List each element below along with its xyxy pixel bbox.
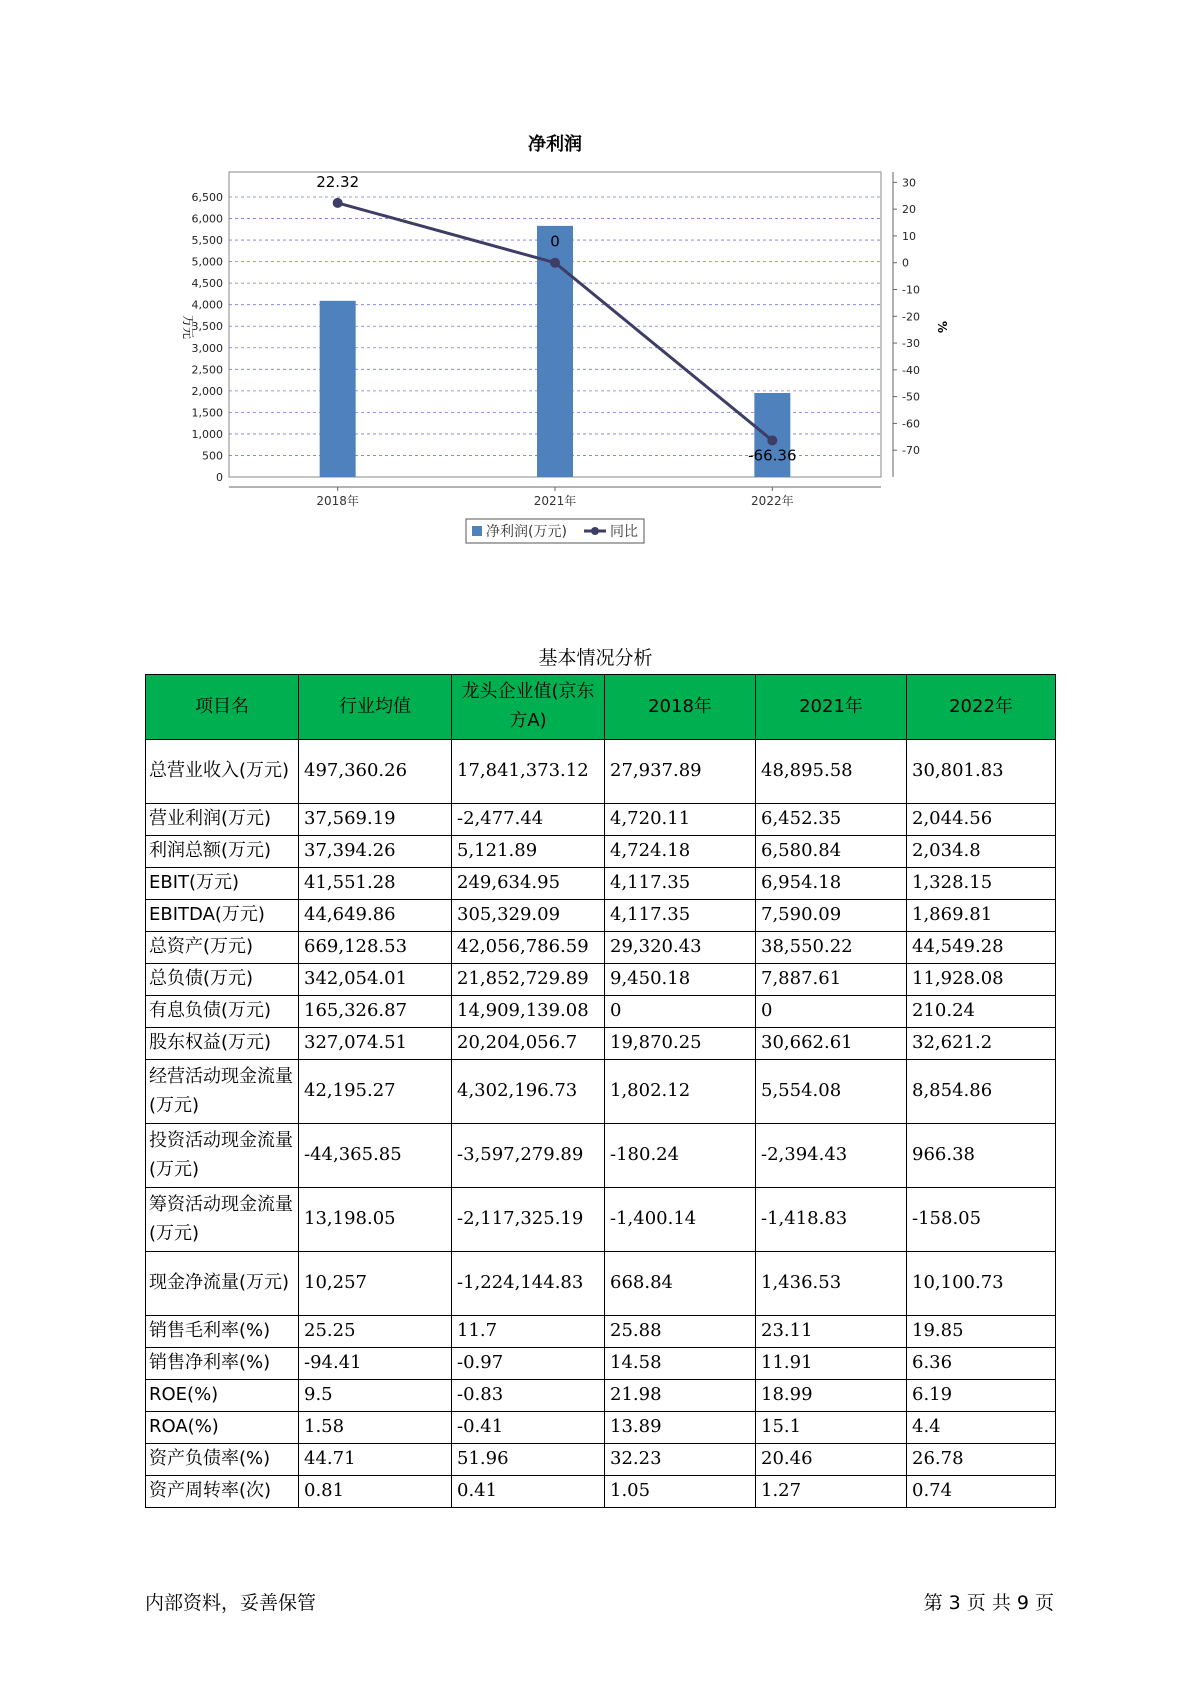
value-cell: -1,400.14 (605, 1188, 756, 1252)
legend-bar-label: 净利润(万元) (486, 524, 567, 540)
value-cell: 6,452.35 (756, 804, 907, 836)
value-cell: 13.89 (605, 1412, 756, 1444)
value-cell: -0.83 (452, 1380, 605, 1412)
value-cell: 165,326.87 (299, 996, 452, 1028)
row-label-cell: 经营活动现金流量(万元) (146, 1060, 299, 1124)
value-cell: -94.41 (299, 1348, 452, 1380)
value-cell: 966.38 (907, 1124, 1056, 1188)
x-tick-label: 2018年 (316, 494, 359, 508)
y-right-tick-label: -20 (902, 310, 920, 324)
value-cell: 37,569.19 (299, 804, 452, 836)
value-cell: 4,724.18 (605, 836, 756, 868)
table-row (146, 804, 1056, 836)
y-tick-label: 6,500 (191, 191, 223, 204)
row-label-cell: 总资产(万元) (146, 932, 299, 964)
table-row (146, 1412, 1056, 1444)
row-label-cell: 有息负债(万元) (146, 996, 299, 1028)
x-tick-label: 2021年 (533, 494, 577, 508)
value-cell: 37,394.26 (299, 836, 452, 868)
value-cell: -0.97 (452, 1348, 605, 1380)
value-cell: 48,895.58 (756, 740, 907, 804)
row-label-cell: ROA(%) (146, 1412, 299, 1444)
y-right-tick-label: 30 (902, 176, 916, 190)
data-label-yoy: -66.36 (748, 446, 797, 465)
table-header-cell: 2022年 (907, 675, 1056, 740)
value-cell: 19,870.25 (605, 1028, 756, 1060)
point-yoy (767, 435, 777, 445)
y-right-tick-label: -60 (902, 417, 920, 431)
y-right-tick-label: -30 (902, 337, 920, 351)
y-tick-label: 2,500 (191, 363, 223, 377)
value-cell: 4,720.11 (605, 804, 756, 836)
y-right-tick-label: 10 (902, 229, 916, 243)
value-cell: 14,909,139.08 (452, 996, 605, 1028)
value-cell: -180.24 (605, 1124, 756, 1188)
row-label-cell: 资产周转率(次) (146, 1476, 299, 1508)
value-cell: 0.81 (299, 1476, 452, 1508)
y-right-tick-label: -40 (902, 363, 920, 377)
value-cell: 44.71 (299, 1444, 452, 1476)
value-cell: -1,418.83 (756, 1188, 907, 1252)
y-tick-label: 1,000 (191, 427, 223, 441)
value-cell: 42,056,786.59 (452, 932, 605, 964)
value-cell: 9.5 (299, 1380, 452, 1412)
data-label-yoy: 22.32 (316, 172, 360, 191)
table-header-row (146, 675, 1056, 740)
table-body (146, 740, 1056, 1508)
y-right-tick-label: -10 (902, 283, 920, 297)
y-right-axis-label: % (935, 320, 949, 334)
value-cell: 1,802.12 (605, 1060, 756, 1124)
value-cell: 10,100.73 (907, 1252, 1056, 1316)
value-cell: 42,195.27 (299, 1060, 452, 1124)
value-cell: 11,928.08 (907, 964, 1056, 996)
table-header-cell: 项目名 (146, 675, 299, 740)
value-cell: 44,549.28 (907, 932, 1056, 964)
row-label-cell: EBIT(万元) (146, 868, 299, 900)
value-cell: 1.05 (605, 1476, 756, 1508)
value-cell: -158.05 (907, 1188, 1056, 1252)
value-cell: 13,198.05 (299, 1188, 452, 1252)
table-header-cell: 龙头企业值(京东方A) (452, 675, 605, 740)
table-row (146, 996, 1056, 1028)
data-label-yoy: 0 (550, 232, 560, 251)
value-cell: 342,054.01 (299, 964, 452, 996)
value-cell: 32.23 (605, 1444, 756, 1476)
value-cell: 27,937.89 (605, 740, 756, 804)
y-tick-label: 3,000 (191, 341, 223, 355)
y-axis-label: 万元 (181, 314, 195, 340)
value-cell: 305,329.09 (452, 900, 605, 932)
table-row (146, 1348, 1056, 1380)
y-tick-label: 3,500 (191, 320, 223, 334)
row-label-cell: 投资活动现金流量(万元) (146, 1124, 299, 1188)
y-tick-label: 5,000 (191, 255, 223, 269)
row-label-cell: EBITDA(万元) (146, 900, 299, 932)
value-cell: 4.4 (907, 1412, 1056, 1444)
value-cell: 1.58 (299, 1412, 452, 1444)
table-row (146, 1028, 1056, 1060)
row-label-cell: 营业利润(万元) (146, 804, 299, 836)
y-tick-label: 500 (202, 449, 223, 463)
table-header-cell: 行业均值 (299, 675, 452, 740)
y-tick-label: 4,500 (191, 277, 223, 291)
value-cell: 5,554.08 (756, 1060, 907, 1124)
table-row (146, 1476, 1056, 1508)
y-right-tick-label: -70 (902, 444, 920, 458)
value-cell: 10,257 (299, 1252, 452, 1316)
value-cell: 14.58 (605, 1348, 756, 1380)
value-cell: 32,621.2 (907, 1028, 1056, 1060)
value-cell: 9,450.18 (605, 964, 756, 996)
y-right-tick-label: -50 (902, 390, 920, 404)
row-label-cell: ROE(%) (146, 1380, 299, 1412)
table-title: 基本情况分析 (538, 647, 653, 669)
value-cell: 7,590.09 (756, 900, 907, 932)
value-cell: 25.88 (605, 1316, 756, 1348)
value-cell: 1,869.81 (907, 900, 1056, 932)
y-tick-label: 2,000 (191, 384, 223, 398)
row-label-cell: 总营业收入(万元) (146, 740, 299, 804)
value-cell: -2,477.44 (452, 804, 605, 836)
net-profit-chart (170, 130, 990, 600)
point-yoy (333, 198, 343, 208)
value-cell: 4,117.35 (605, 900, 756, 932)
value-cell: -3,597,279.89 (452, 1124, 605, 1188)
value-cell: 29,320.43 (605, 932, 756, 964)
y-right-tick-label: 0 (902, 256, 909, 270)
value-cell: 18.99 (756, 1380, 907, 1412)
table-header-cell: 2018年 (605, 675, 756, 740)
table-row (146, 1124, 1056, 1188)
table-row (146, 900, 1056, 932)
row-label-cell: 资产负债率(%) (146, 1444, 299, 1476)
table-row (146, 1380, 1056, 1412)
value-cell: 11.91 (756, 1348, 907, 1380)
table-row (146, 740, 1056, 804)
value-cell: 1,436.53 (756, 1252, 907, 1316)
y-right-tick-label: 20 (902, 203, 916, 217)
value-cell: -1,224,144.83 (452, 1252, 605, 1316)
value-cell: 30,662.61 (756, 1028, 907, 1060)
table-row (146, 1444, 1056, 1476)
value-cell: 19.85 (907, 1316, 1056, 1348)
legend-line-marker (591, 527, 599, 535)
value-cell: 669,128.53 (299, 932, 452, 964)
value-cell: 4,117.35 (605, 868, 756, 900)
row-label-cell: 销售净利率(%) (146, 1348, 299, 1380)
legend-bar-swatch (472, 526, 482, 536)
value-cell: 21.98 (605, 1380, 756, 1412)
value-cell: 30,801.83 (907, 740, 1056, 804)
y-tick-label: 1,500 (191, 406, 223, 420)
table-row (146, 1188, 1056, 1252)
value-cell: 2,034.8 (907, 836, 1056, 868)
row-label-cell: 总负债(万元) (146, 964, 299, 996)
value-cell: 38,550.22 (756, 932, 907, 964)
value-cell: 15.1 (756, 1412, 907, 1444)
value-cell: 23.11 (756, 1316, 907, 1348)
value-cell: 21,852,729.89 (452, 964, 605, 996)
table-row (146, 868, 1056, 900)
bar-net-profit (320, 301, 356, 477)
table-row (146, 1060, 1056, 1124)
table-row (146, 932, 1056, 964)
value-cell: 6,954.18 (756, 868, 907, 900)
value-cell: 20,204,056.7 (452, 1028, 605, 1060)
value-cell: 17,841,373.12 (452, 740, 605, 804)
row-label-cell: 现金净流量(万元) (146, 1252, 299, 1316)
value-cell: 7,887.61 (756, 964, 907, 996)
table-row (146, 1252, 1056, 1316)
value-cell: 25.25 (299, 1316, 452, 1348)
value-cell: 41,551.28 (299, 868, 452, 900)
value-cell: 327,074.51 (299, 1028, 452, 1060)
value-cell: 668.84 (605, 1252, 756, 1316)
value-cell: 26.78 (907, 1444, 1056, 1476)
row-label-cell: 股东权益(万元) (146, 1028, 299, 1060)
chart-svg (170, 130, 990, 600)
value-cell: 11.7 (452, 1316, 605, 1348)
value-cell: 44,649.86 (299, 900, 452, 932)
value-cell: -2,394.43 (756, 1124, 907, 1188)
value-cell: 249,634.95 (452, 868, 605, 900)
row-label-cell: 筹资活动现金流量(万元) (146, 1188, 299, 1252)
table-row (146, 964, 1056, 996)
value-cell: 0.41 (452, 1476, 605, 1508)
value-cell: -2,117,325.19 (452, 1188, 605, 1252)
value-cell: -0.41 (452, 1412, 605, 1444)
value-cell: 20.46 (756, 1444, 907, 1476)
value-cell: 51.96 (452, 1444, 605, 1476)
value-cell: 4,302,196.73 (452, 1060, 605, 1124)
value-cell: 8,854.86 (907, 1060, 1056, 1124)
value-cell: 1.27 (756, 1476, 907, 1508)
value-cell: 1,328.15 (907, 868, 1056, 900)
legend-line-label: 同比 (610, 524, 638, 540)
table-row (146, 1316, 1056, 1348)
y-tick-label: 4,000 (191, 298, 223, 312)
chart-title: 净利润 (528, 134, 582, 155)
value-cell: 0.74 (907, 1476, 1056, 1508)
row-label-cell: 利润总额(万元) (146, 836, 299, 868)
value-cell: 6.36 (907, 1348, 1056, 1380)
table-row (146, 836, 1056, 868)
value-cell: 6.19 (907, 1380, 1056, 1412)
y-tick-label: 0 (216, 471, 223, 484)
value-cell: -44,365.85 (299, 1124, 452, 1188)
value-cell: 0 (756, 996, 907, 1028)
value-cell: 2,044.56 (907, 804, 1056, 836)
row-label-cell: 销售毛利率(%) (146, 1316, 299, 1348)
basic-analysis-table (145, 674, 1056, 1508)
footer-page-number: 第 3 页 共 9 页 (923, 1592, 1054, 1614)
x-tick-label: 2022年 (751, 494, 794, 508)
point-yoy (550, 258, 560, 268)
value-cell: 210.24 (907, 996, 1056, 1028)
value-cell: 5,121.89 (452, 836, 605, 868)
value-cell: 497,360.26 (299, 740, 452, 804)
y-tick-label: 5,500 (191, 234, 223, 248)
table-header-cell: 2021年 (756, 675, 907, 740)
value-cell: 0 (605, 996, 756, 1028)
y-tick-label: 6,000 (191, 212, 223, 226)
footer-confidential-note: 内部资料，妥善保管 (145, 1592, 317, 1614)
value-cell: 6,580.84 (756, 836, 907, 868)
